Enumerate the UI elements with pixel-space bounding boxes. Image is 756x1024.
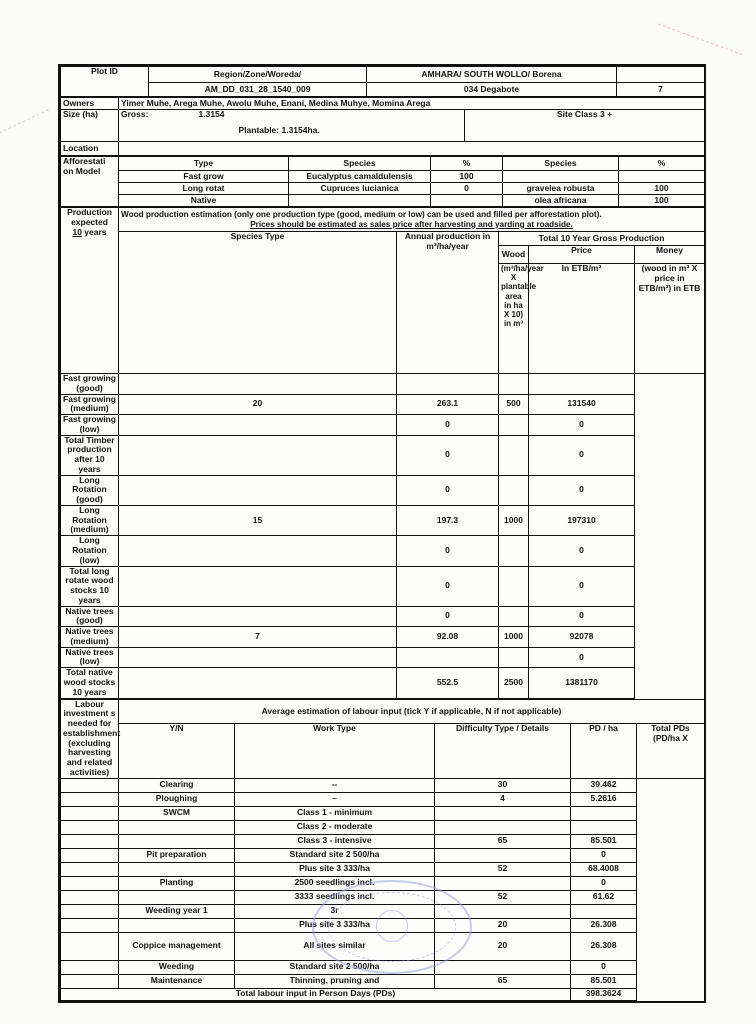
labour-yn [61,834,119,848]
production-price-note: Prices should be estimated as sales price after harvesting and yarding at roadside. [250,219,573,229]
labour-difficulty: Standard site 2 500/ha [235,960,435,974]
production-price [499,566,529,606]
col-money-desc: (wood in m³ X price in ETB/m³) in ETB [635,264,705,374]
labour-difficulty: Class 2 - moderate [235,820,435,834]
production-annual: 15 [119,505,397,535]
size-label: Size (ha) [61,110,119,142]
labour-yn [61,974,119,988]
production-price [499,536,529,566]
labour-pd-ha [435,848,571,862]
labour-work-type: SWCM [119,806,235,820]
production-species: Total native wood stocks 10 years [61,668,119,698]
col-species-type: Species Type [119,232,397,374]
production-species: Fast growing (medium) [61,394,119,415]
labour-total: 39.462 [571,778,637,792]
production-annual [119,647,397,668]
labour-pd-ha: 4 [435,792,571,806]
production-money: 131540 [529,394,635,415]
production-row [61,475,705,505]
production-row [61,668,705,698]
col-total-pds: Total PDs (PD/ha X [637,724,705,778]
owners-label: Owners [61,98,119,110]
labour-total: 0 [571,960,637,974]
labour-total: 5.2616 [571,792,637,806]
production-money: 0 [529,415,635,436]
production-row [61,435,705,475]
production-price: 2500 [499,668,529,698]
labour-work-type: Clearing [119,778,235,792]
header-table [60,66,705,97]
labour-yn [61,778,119,792]
production-table [60,207,705,699]
labour-pd-ha [435,820,571,834]
production-price: 1000 [499,505,529,535]
production-row [61,415,705,436]
production-price [499,606,529,627]
production-price [499,435,529,475]
production-species: Long Rotation (good) [61,475,119,505]
kebele-value: 034 Degabote [367,83,617,97]
production-annual: 20 [119,394,397,415]
labour-pd-ha [435,876,571,890]
labour-difficulty: Thinning, pruning and [235,974,435,988]
labour-difficulty: 2500 seedlings incl. [235,876,435,890]
col-total-gross: Total 10 Year Gross Production [499,232,705,246]
labour-work-type: Weeding year 1 [119,904,235,918]
labour-yn [61,904,119,918]
labour-difficulty: Plus site 3 333/ha [235,918,435,932]
production-wood: 552.5 [397,668,499,698]
labour-yn [61,876,119,890]
col-price-desc: In ETB/m³ [529,264,635,374]
production-annual [119,435,397,475]
labour-difficulty: 3r [235,904,435,918]
production-row [61,505,705,535]
labour-total: 85.501 [571,974,637,988]
afforestation-row: Long rotat Cupruces lucianica 0 gravelea robusta 100 [61,183,705,195]
labour-pd-ha: 20 [435,918,571,932]
gross-label: Gross: [119,110,197,142]
labour-work-type: Weeding [119,960,235,974]
production-row [61,394,705,415]
labour-pd-ha: 65 [435,974,571,988]
labour-row [61,820,705,834]
production-money: 197310 [529,505,635,535]
production-species: Native trees (good) [61,606,119,627]
afforestation-header-pct2: % [619,157,705,171]
labour-row [61,862,705,876]
production-wood: 0 [397,475,499,505]
labour-pd-ha [435,960,571,974]
production-price [499,374,529,395]
production-species: Native trees (medium) [61,627,119,648]
scan-mark-red [658,0,756,55]
production-money: 0 [529,536,635,566]
production-annual [119,415,397,436]
production-annual [119,536,397,566]
afforestation-header-species2: Species [503,157,619,171]
labour-difficulty: All sites similar [235,932,435,960]
region-value: AMHARA/ SOUTH WOLLO/ Borena [367,67,617,83]
production-annual [119,374,397,395]
labour-total [571,904,637,918]
labour-pd-ha: 20 [435,932,571,960]
production-annual [119,475,397,505]
afforestation-header-pct: % [431,157,503,171]
production-price: 1000 [499,627,529,648]
production-wood: 197.3 [397,505,499,535]
owners-value: Yimer Muhe, Arega Muhe, Awolu Muhe, Enani, Medina Muhye, Momina Arega [119,98,705,110]
afforestation-table [60,156,705,207]
production-price [499,475,529,505]
labour-yn [61,890,119,904]
labour-yn [61,918,119,932]
production-label: Production expected 10 years [61,208,119,374]
labour-difficulty: 3333 seedlings incl. [235,890,435,904]
labour-yn [61,806,119,820]
production-wood: 0 [397,415,499,436]
site-number: 7 [617,83,705,97]
labour-row [61,806,705,820]
production-money: 92078 [529,627,635,648]
afforestation-row: Native olea africana 100 [61,195,705,207]
labour-total: 0 [571,848,637,862]
col-price: Price [529,246,635,264]
labour-total: 61.62 [571,890,637,904]
labour-total-label: Total labour input in Person Days (PDs) [61,988,571,1000]
labour-yn [61,848,119,862]
production-species: Fast growing (good) [61,374,119,395]
labour-yn [61,932,119,960]
production-row [61,606,705,627]
labour-difficulty: Class 1 - minimum [235,806,435,820]
labour-work-type [119,918,235,932]
afforestation-row: Fast grow Eucalyptus camaldulensis 100 [61,171,705,183]
production-price: 500 [499,394,529,415]
labour-row [61,792,705,806]
labour-difficulty: – [235,792,435,806]
site-class: Site Class 3 + [465,110,705,142]
col-pd-ha: PD / ha [571,724,637,778]
owner-table [60,97,705,156]
col-yn: Y/N [119,724,235,778]
production-wood: 0 [397,606,499,627]
labour-total: 26.308 [571,932,637,960]
labour-difficulty: Standard site 2 500/ha [235,848,435,862]
labour-row [61,778,705,792]
afforestation-label: Afforestati on Model [61,157,119,207]
production-wood: 263.1 [397,394,499,415]
col-annual-production: Annual production in m³/ha/year [397,232,499,374]
labour-label: Labour investment s needed for establishment (excluding harvesting and related activities) [61,699,119,778]
labour-work-type [119,834,235,848]
production-money: 0 [529,435,635,475]
labour-row [61,834,705,848]
production-species: Fast growing (low) [61,415,119,436]
production-money: 0 [529,566,635,606]
production-species: Long Rotation (medium) [61,505,119,535]
labour-difficulty: Plus site 3 333/ha [235,862,435,876]
production-row [61,627,705,648]
plot-id-value: AM_DD_031_28_1540_009 [149,83,367,97]
production-wood: 0 [397,435,499,475]
production-row [61,647,705,668]
location-label: Location [61,142,119,156]
official-stamp [312,880,472,974]
labour-difficulty: -- [235,778,435,792]
labour-pd-ha: 52 [435,862,571,876]
labour-pd-ha: 30 [435,778,571,792]
production-price [499,647,529,668]
production-note: Wood production estimation (only one production type (good, medium or low) can be used and filled per afforestation plot). [121,210,602,220]
production-row [61,536,705,566]
labour-work-type [119,862,235,876]
labour-total: 68.4008 [571,862,637,876]
production-annual [119,606,397,627]
labour-total: 85.501 [571,834,637,848]
labour-pd-ha: 65 [435,834,571,848]
production-wood [397,647,499,668]
labour-yn [61,820,119,834]
production-annual [119,668,397,698]
production-wood: 92.08 [397,627,499,648]
labour-yn [61,792,119,806]
production-money: 0 [529,475,635,505]
production-price [499,415,529,436]
production-wood: 0 [397,566,499,606]
labour-title: Average estimation of labour input (tick Y if applicable, N if not applicable) [119,699,705,724]
production-species: Long Rotation (low) [61,536,119,566]
labour-work-type: Planting [119,876,235,890]
labour-total: 26.308 [571,918,637,932]
col-wood-desc: (m³/ha/year X plantable area in ha X 10) in m³ [499,264,529,374]
plot-id-label: Plot ID [61,67,149,97]
labour-yn [61,862,119,876]
afforestation-header-type: Type [119,157,289,171]
labour-work-type [119,890,235,904]
production-annual [119,566,397,606]
labour-work-type: Maintenance [119,974,235,988]
production-money: 1381170 [529,668,635,698]
production-years: 10 [72,226,82,237]
scan-mark [0,109,66,172]
labour-row [61,848,705,862]
production-species: Native trees (low) [61,647,119,668]
labour-total [571,806,637,820]
labour-total: 0 [571,876,637,890]
labour-row [61,974,705,988]
production-wood [397,374,499,395]
labour-yn [61,960,119,974]
labour-total [571,820,637,834]
labour-pd-ha: 52 [435,890,571,904]
col-work-type: Work Type [235,724,435,778]
labour-total-value: 398.3624 [571,988,637,1000]
plot-form [58,64,706,1003]
col-wood: Wood [499,246,529,264]
labour-difficulty: Class 3 - intensive [235,834,435,848]
production-money: 0 [529,647,635,668]
labour-work-type: Coppice management [119,932,235,960]
region-label: Region/Zone/Woreda/ [149,67,367,83]
plantable-area: Plantable: 1.3154ha. [238,124,320,135]
production-annual: 7 [119,627,397,648]
production-row [61,374,705,395]
production-money: 0 [529,606,635,627]
labour-work-type: Pit preparation [119,848,235,862]
col-difficulty: Difficulty Type / Details [435,724,571,778]
production-species: Total Timber production after 10 years [61,435,119,475]
production-wood: 0 [397,536,499,566]
gross-value: 1.3154 [198,109,225,119]
production-species: Total long rotate wood stocks 10 years [61,566,119,606]
production-money [529,374,635,395]
production-row [61,566,705,606]
labour-pd-ha [435,806,571,820]
labour-work-type [119,820,235,834]
labour-work-type: Ploughing [119,792,235,806]
col-money: Money [635,246,705,264]
afforestation-header-species: Species [289,157,431,171]
